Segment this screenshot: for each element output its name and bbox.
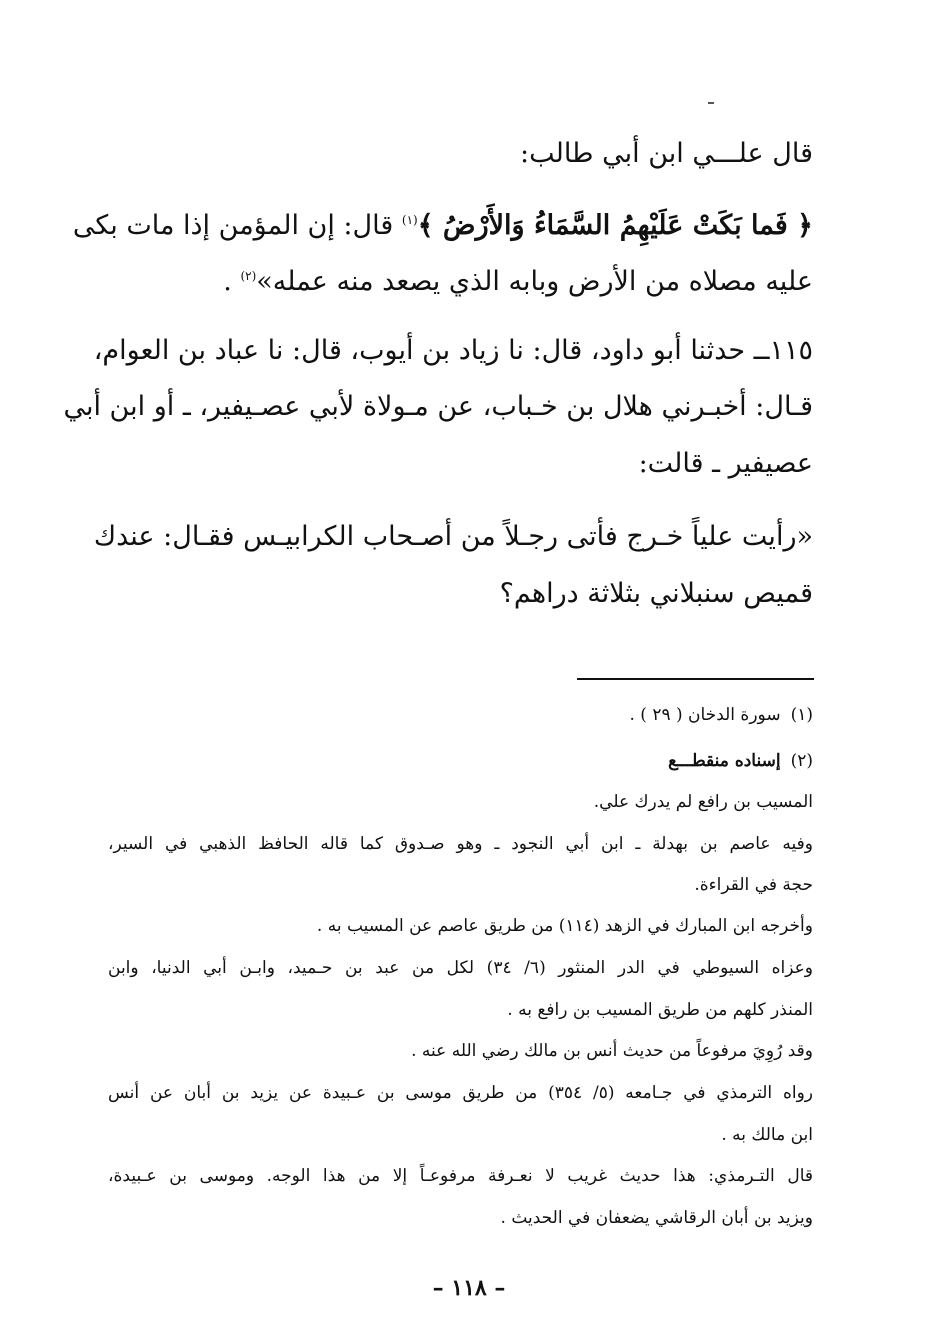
footnote-separator	[577, 678, 814, 680]
footnote-1-text: سورة الدخان ( ٢٩ ) .	[629, 705, 781, 725]
main-line-5-text: قـال: أخبـرني هلال بن خـباب، عن مـولاة لأبي عصـيفير، ـ أو ابن أبي	[63, 391, 813, 422]
main-line-3	[108, 262, 813, 302]
main-line-6	[108, 444, 813, 484]
footnote-line	[108, 1122, 813, 1148]
footnote-line-text: ويزيد بن أبان الرقاشي يضعفان في الحديث .	[500, 1208, 813, 1228]
footnote-line-text: وأخرجه ابن المبارك في الزهد (١١٤) من طريق عاصم عن المسيب به .	[316, 916, 813, 936]
footnote-line	[108, 872, 813, 898]
main-line-5	[63, 387, 813, 427]
footnote-2	[108, 748, 813, 774]
footnote-line-text: المسيب بن رافع لم يدرك علي.	[593, 792, 813, 812]
footnote-line-text: رواه الترمذي في جـامعه (٥/ ٣٥٤) من طريق موسى بن عـبيدة عن يزيد بن أبان عن أنس	[108, 1083, 813, 1103]
footnote-line-text: قال التـرمذي: هذا حديث غريب لا نعـرفة مرفوعـاً إلا من هذا الوجه. وموسى بن عـبيدة،	[108, 1166, 813, 1186]
main-line-7-text: «رأيت علياً خـرج فأتى رجـلاً من أصـحاب الكرابيـس فقـال: عندك	[93, 521, 813, 552]
main-line-1-text: قال علـــي ابن أبي طالب:	[519, 138, 813, 169]
footnote-line-text: المنذر كلهم من طريق المسيب بن رافع به .	[507, 1000, 813, 1020]
footnote-line-text: حجة في القراءة.	[694, 875, 813, 895]
scan-speck	[708, 102, 714, 104]
hadith-number-line: ١١٥ــ حدثنا أبو داود، قال: نا زياد بن أيوب، قال: نا عباد بن العوام،	[93, 335, 813, 366]
main-line-2-text: قال: إن المؤمن إذا مات بكى	[72, 210, 402, 241]
main-line-4	[93, 331, 813, 371]
footnote-1	[108, 702, 813, 728]
main-line-3-end: .	[223, 266, 241, 297]
main-line-8-text: قميص سنبلاني بثلاثة دراهم؟	[499, 578, 813, 609]
main-line-2	[72, 206, 813, 246]
footnote-line	[108, 1080, 813, 1106]
footnote-line	[108, 955, 813, 981]
footnote-line	[108, 1205, 813, 1231]
footnote-line-text: وفيه عاصم بن بهدلة ـ ابن أبي النجود ـ وهو صـدوق كما قاله الحافظ الذهبي في السير،	[108, 834, 813, 854]
main-line-8	[108, 574, 813, 614]
main-line-6-text: عصيفير ـ قالت:	[638, 448, 813, 479]
footnote-line-text: ابن مالك به .	[721, 1125, 813, 1145]
footnote-line	[108, 789, 813, 815]
footnote-line	[108, 913, 813, 939]
footnote-line	[108, 831, 813, 857]
footnote-line	[108, 1163, 813, 1189]
footnote-line-text: وعزاه السيوطي في الدر المنثور (٦/ ٣٤) لكل من عبد بن حـميد، وابـن أبي الدنيا، وابن	[108, 958, 813, 978]
main-line-1	[108, 134, 813, 174]
quran-verse: ﴿ فَما بَكَتْ عَلَيْهِمُ السَّمَاءُ وَالأَرْضُ ﴾	[417, 210, 813, 241]
main-line-3-text: عليه مصلاه من الأرض وبابه الذي يصعد منه عمله»	[256, 266, 813, 297]
footnote-ref-1: (١)	[401, 213, 418, 227]
footnote-line-text: وقد رُوِيَ مرفوعاً من حديث أنس بن مالك رضي الله عنه .	[411, 1041, 813, 1061]
footnote-1-number: (١)	[790, 705, 813, 725]
footnote-ref-2: (٢)	[240, 269, 257, 283]
footnote-line	[108, 997, 813, 1023]
footnote-2-number: (٢)	[790, 751, 813, 771]
footnote-2-title: إسناده منقطـــع	[668, 751, 781, 771]
footnote-line	[108, 1038, 813, 1064]
main-line-7	[93, 517, 813, 557]
page-number: – ١١٨ –	[432, 1275, 506, 1301]
